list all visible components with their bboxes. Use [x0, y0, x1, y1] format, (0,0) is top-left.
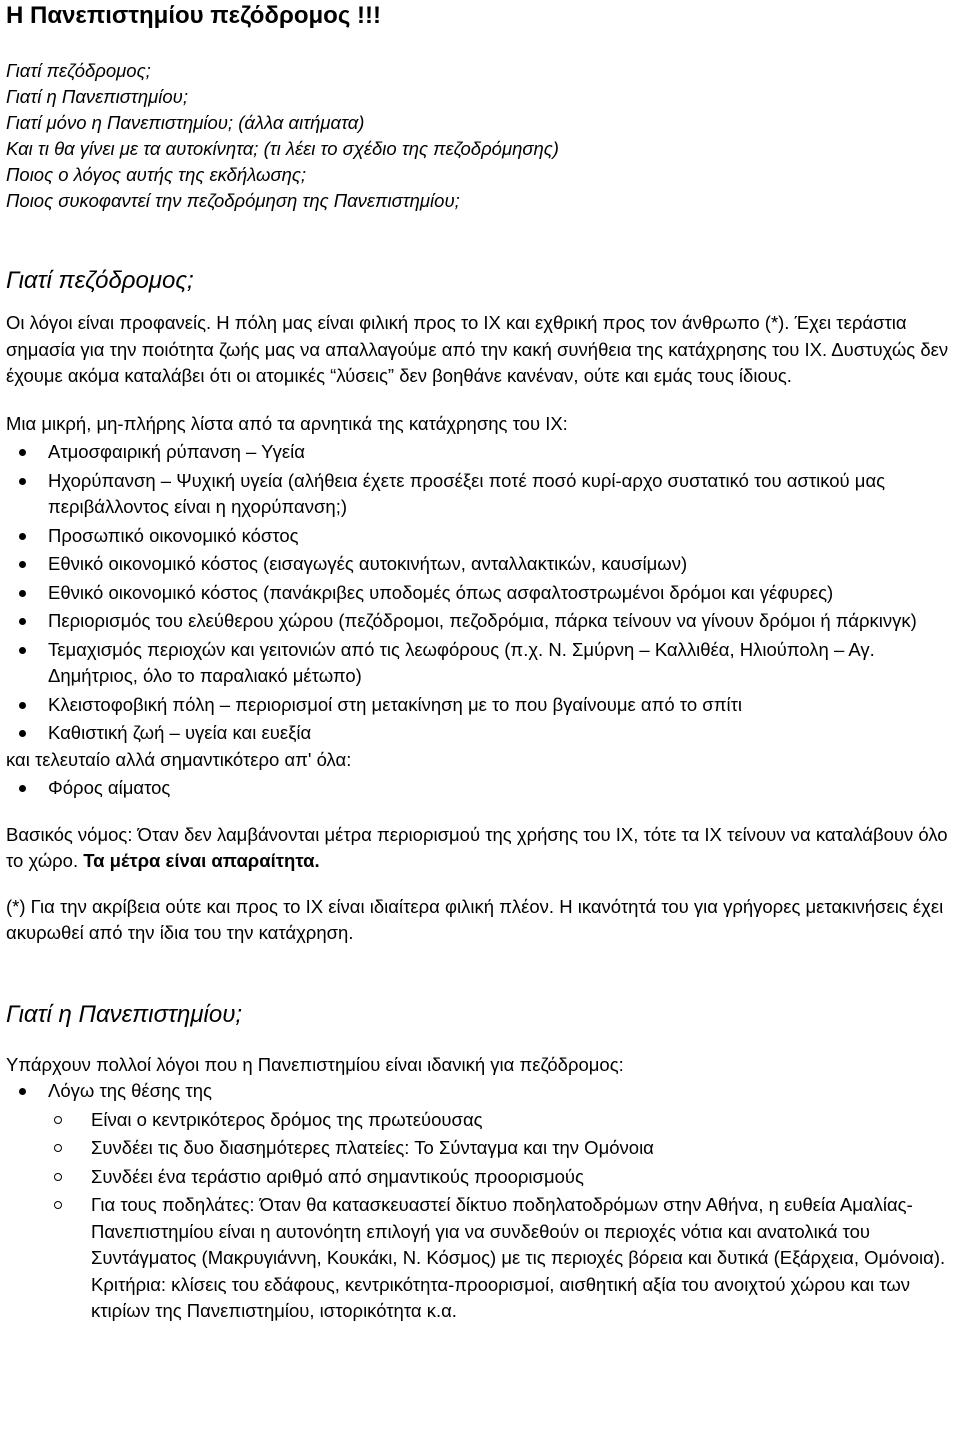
list-item: Εθνικό οικονομικό κόστος (εισαγωγές αυτοκινήτων, ανταλλακτικών, καυσίμων): [6, 551, 956, 578]
final-list: [6, 775, 956, 802]
toc-item: Γιατί μόνο η Πανεπιστημίου; (άλλα αιτήματα): [6, 112, 365, 133]
sublist-item: Συνδέει τις δυο διασημότερες πλατείες: Το Σύνταγμα και την Ομόνοια: [6, 1135, 956, 1162]
negatives-list: [6, 439, 956, 747]
list-item: Ατμοσφαιρική ρύπανση – Υγεία: [6, 439, 956, 466]
reasons-list: [6, 1078, 956, 1105]
list-item-label: Λόγω της θέσης της: [48, 1080, 212, 1101]
list-item: Εθνικό οικονομικό κόστος (πανάκριβες υποδομές όπως ασφαλτοστρωμένοι δρόμοι και γέφυρες): [6, 580, 956, 607]
list-item: [6, 1078, 956, 1105]
section1-paragraph: Οι λόγοι είναι προφανείς. Η πόλη μας είναι φιλική προς το ΙΧ και εχθρική προς τον άνθρωπο (*). Έχει τεράστια σημασία για την ποιότητα ζωής μας να απαλλαγούμε από την κακή συνήθεια της κατάχρησης του ΙΧ. Δυστυχώς δεν έχουμε ακόμα καταλάβει ότι οι ατομικές “λύσεις” δεν βοηθάνε κανέναν, ούτε και εμάς τους ίδιους.: [6, 312, 949, 386]
list-item: Καθιστική ζωή – υγεία και ευεξία: [6, 720, 956, 747]
document-page: [6, 0, 956, 1325]
list-item: Προσωπικό οικονομικό κόστος: [6, 523, 956, 550]
toc-item: Γιατί η Πανεπιστημίου;: [6, 86, 188, 107]
list-intro: Μια μικρή, μη-πλήρης λίστα από τα αρνητικά της κατάχρησης του ΙΧ:: [6, 412, 568, 434]
section2-intro: Υπάρχουν πολλοί λόγοι που η Πανεπιστημίου είναι ιδανική για πεζόδρομος:: [6, 1053, 624, 1075]
list-item: Φόρος αίματος: [6, 775, 956, 802]
final-intro: και τελευταίο αλλά σημαντικότερο απ' όλα:: [6, 748, 352, 770]
section-heading-why-panepistimiou: Γιατί η Πανεπιστημίου;: [6, 1000, 243, 1028]
list-item: Περιορισμός του ελεύθερου χώρου (πεζόδρομοι, πεζοδρόμια, πάρκα τείνουν να γίνουν δρόμοι ή πάρκινγκ): [6, 608, 956, 635]
list-item: Τεμαχισμός περιοχών και γειτονιών από τις λεωφόρους (π.χ. Ν. Σμύρνη – Καλλιθέα, Ηλιούπολη – Αγ. Δημήτριος, όλο το παραλιακό μέτωπο): [6, 637, 956, 690]
footnote: (*) Για την ακρίβεια ούτε και προς το ΙΧ είναι ιδιαίτερα φιλική πλέον. Η ικανότητά του για γρήγορες μετακινήσεις έχει ακυρωθεί από την ίδια του την κατάχρηση.: [6, 895, 944, 943]
list-item: Κλειστοφοβική πόλη – περιορισμοί στη μετακίνηση με το που βγαίνουμε από το σπίτι: [6, 692, 956, 719]
toc-item: Γιατί πεζόδρομος;: [6, 60, 151, 81]
sublist-item: Είναι ο κεντρικότερος δρόμος της πρωτεύουσας: [6, 1107, 956, 1134]
toc-item: Και τι θα γίνει με τα αυτοκίνητα; (τι λέει το σχέδιο της πεζοδρόμησης): [6, 138, 559, 159]
sublist-item: Για τους ποδηλάτες: Όταν θα κατασκευαστεί δίκτυο ποδηλατοδρόμων στην Αθήνα, η ευθεία Αμαλίας-Πανεπιστημίου είναι η αυτονόητη επιλογή για να συνδεθούν οι περιοχές νότια και ανατολικά του Συντάγματος (Μακρυγιάννη, Κουκάκι, Ν. Κόσμος) με τις περιοχές βόρεια και δυτικά (Εξάρχεια, Ομόνοια). Κριτήρια: κλίσεις του εδάφους, κεντρικότητα-προορισμοί, αισθητική αξία του ανοιχτού χώρου και των κτιρίων της Πανεπιστημίου, ιστορικότητα κ.α.: [6, 1192, 956, 1325]
section-heading-why-pedestrian: Γιατί πεζόδρομος;: [6, 267, 194, 294]
basic-law-text: Βασικός νόμος: Όταν δεν λαμβάνονται μέτρα περιορισμού της χρήσης του ΙΧ, τότε τα ΙΧ τείνουν να καταλάβουν όλο το χώρο.: [6, 823, 948, 871]
sublist-item: Συνδέει ένα τεράστιο αριθμό από σημαντικούς προορισμούς: [6, 1164, 956, 1191]
list-item: Ηχορύπανση – Ψυχική υγεία (αλήθεια έχετε προσέξει ποτέ ποσό κυρί-αρχο συστατικό του αστικού μας περιβάλλοντος είναι η ηχορύπανση;): [6, 468, 956, 521]
toc-item: Ποιος ο λόγος αυτής της εκδήλωσης;: [6, 164, 307, 185]
basic-law-bold: Τα μέτρα είναι απαραίτητα.: [83, 850, 320, 871]
page-title: Η Πανεπιστημίου πεζόδρομος !!!: [6, 2, 381, 29]
basic-law-paragraph: [6, 822, 956, 875]
table-of-contents: [6, 58, 956, 214]
location-sublist: [6, 1107, 956, 1325]
toc-item: Ποιος συκοφαντεί την πεζοδρόμηση της Πανεπιστημίου;: [6, 190, 460, 211]
